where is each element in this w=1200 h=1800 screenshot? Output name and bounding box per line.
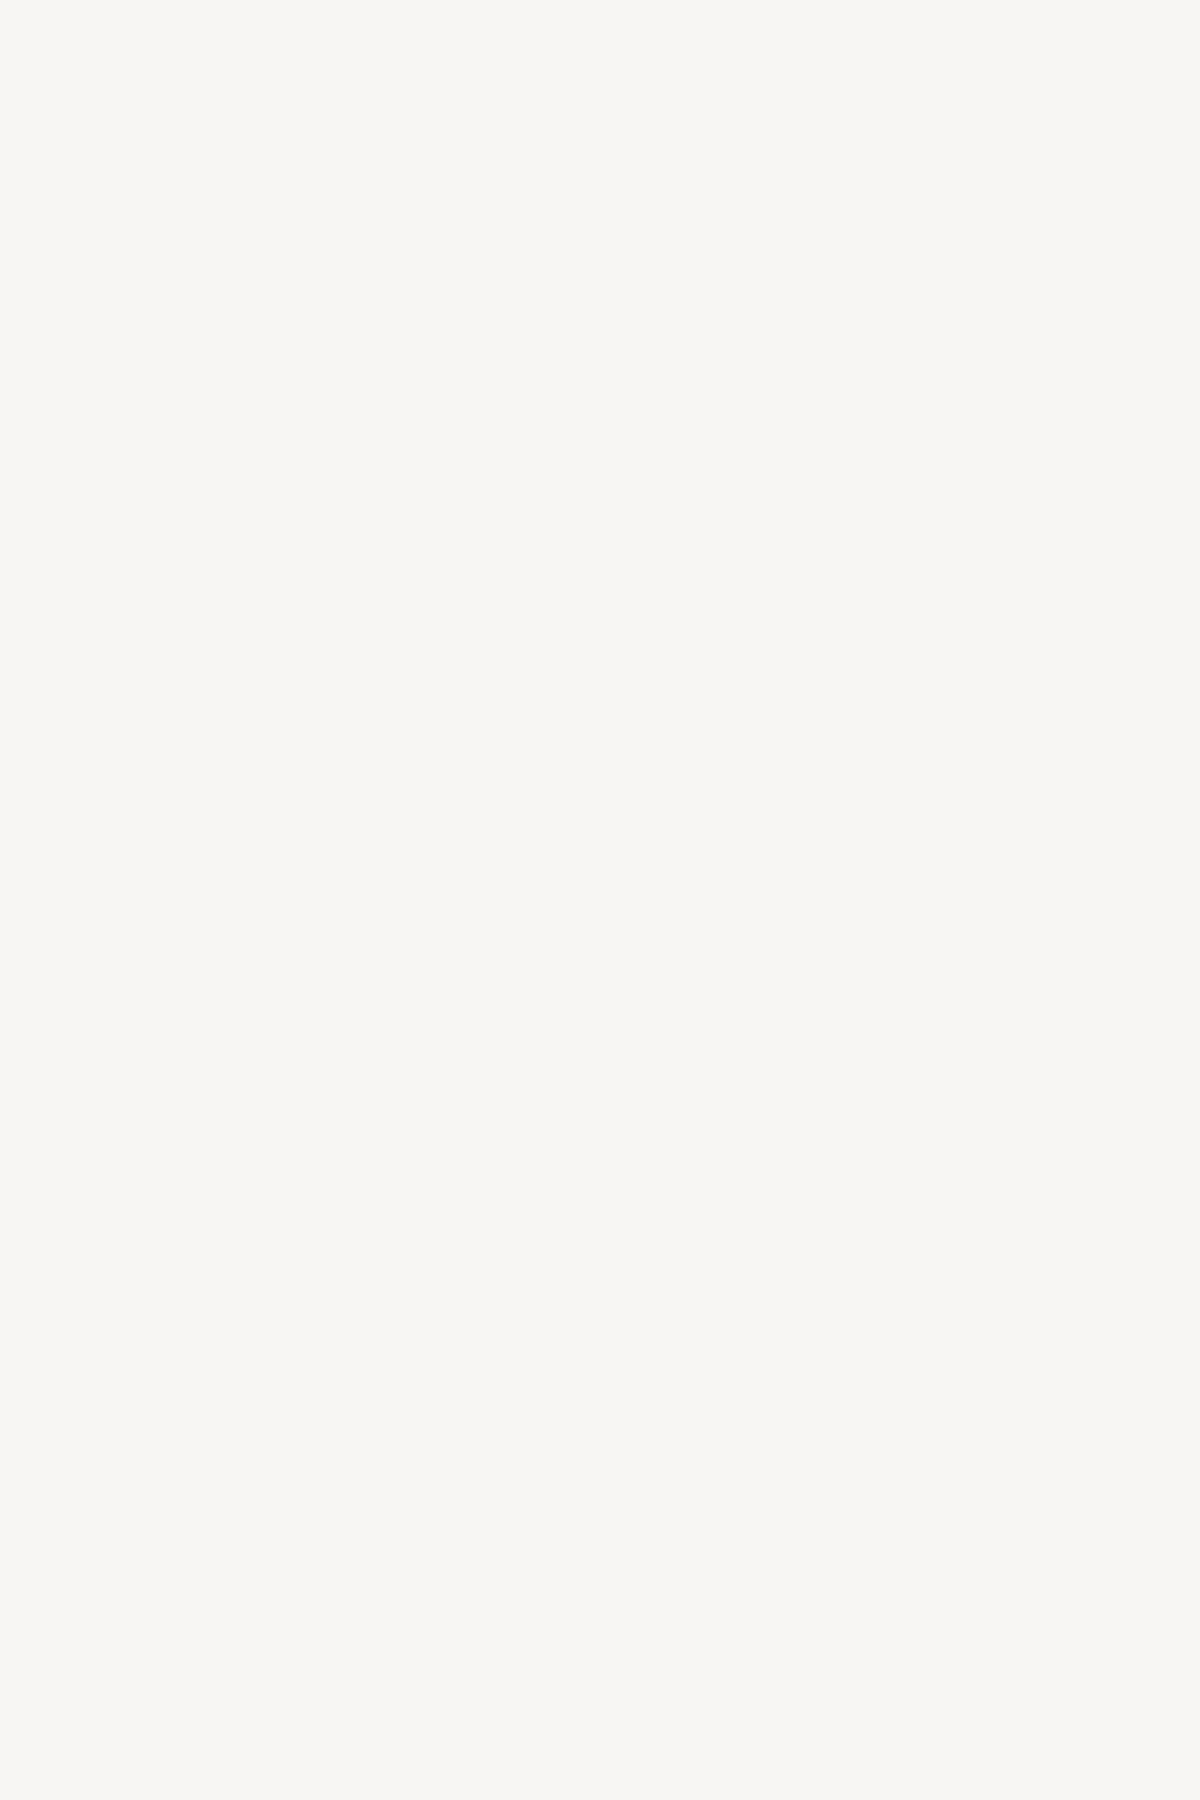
document-page — [160, 198, 1032, 1758]
